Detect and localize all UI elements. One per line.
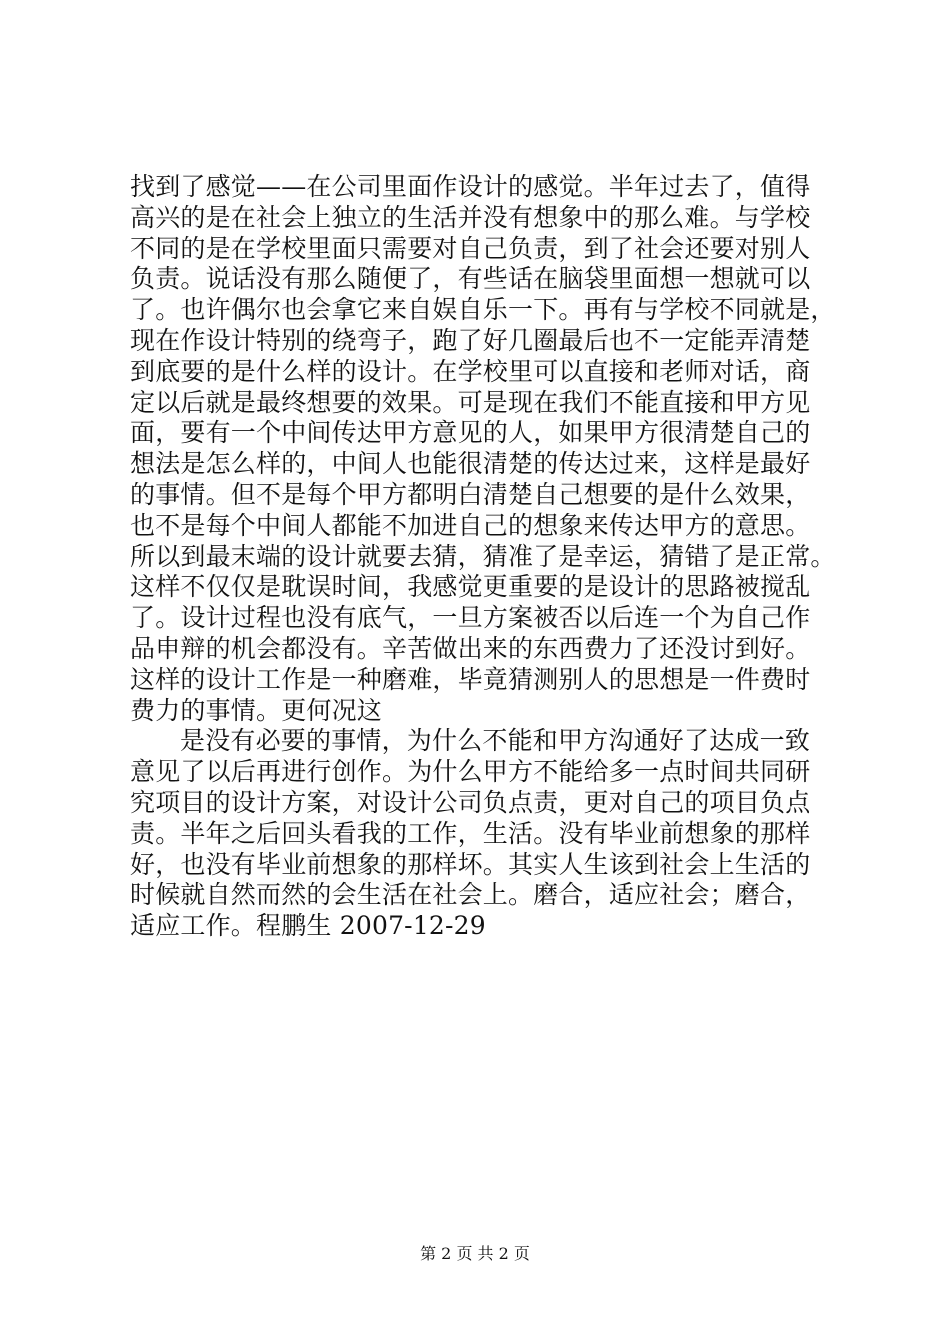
text-line: 意见了以后再进行创作。为什么甲方不能给多一点时间共同研 — [130, 757, 811, 787]
text-line: 责。半年之后回头看我的工作，生活。没有毕业前想象的那样 — [130, 818, 811, 848]
text-line: 到底要的是什么样的设计。在学校里可以直接和老师对话，商 — [130, 356, 811, 386]
text-line: 品申辩的机会都没有。辛苦做出来的东西费力了还没讨到好。 — [130, 633, 811, 663]
text-line: 费力的事情。更何况这 — [130, 695, 383, 725]
text-line: 了。也许偶尔也会拿它来自娱自乐一下。再有与学校不同就是， — [130, 295, 836, 325]
text-line: 究项目的设计方案，对设计公司负点责，更对自己的项目负点 — [130, 787, 811, 817]
body-text — [130, 172, 836, 942]
text-line: 找到了感觉——在公司里面作设计的感觉。半年过去了，值得 — [130, 172, 811, 201]
paragraph-start-line: 是没有必要的事情，为什么不能和甲方沟通好了达成一致 — [180, 726, 811, 756]
signature-line: 适应工作。程鹏生 2007-12-29 — [130, 911, 486, 941]
text-line: 负责。说话没有那么随便了，有些话在脑袋里面想一想就可以 — [130, 264, 811, 294]
text-line: 现在作设计特别的绕弯子，跑了好几圈最后也不一定能弄清楚 — [130, 325, 811, 355]
text-line: 高兴的是在社会上独立的生活并没有想象中的那么难。与学校 — [130, 202, 811, 232]
text-line: 好，也没有毕业前想象的那样坏。其实人生该到社会上生活的 — [130, 849, 811, 879]
text-line: 面，要有一个中间传达甲方意见的人，如果甲方很清楚自己的 — [130, 418, 811, 448]
text-line: 定以后就是最终想要的效果。可是现在我们不能直接和甲方见 — [130, 387, 811, 417]
text-line: 的事情。但不是每个甲方都明白清楚自己想要的是什么效果， — [130, 479, 811, 509]
text-line: 这样不仅仅是耽误时间，我感觉更重要的是设计的思路被搅乱 — [130, 572, 811, 602]
text-line: 也不是每个中间人都能不加进自己的想象来传达甲方的意思。 — [130, 510, 811, 540]
text-line: 不同的是在学校里面只需要对自己负责，到了社会还要对别人 — [130, 233, 811, 263]
text-line: 想法是怎么样的，中间人也能很清楚的传达过来，这样是最好 — [130, 449, 811, 479]
text-line: 所以到最末端的设计就要去猜，猜准了是幸运，猜错了是正常。 — [130, 541, 836, 571]
text-line: 时候就自然而然的会生活在社会上。磨合，适应社会；磨合， — [130, 880, 811, 910]
page-footer: 第 2 页 共 2 页 — [420, 1244, 530, 1263]
text-line: 这样的设计工作是一种磨难，毕竟猜测别人的思想是一件费时 — [130, 664, 811, 694]
text-line: 了。设计过程也没有底气，一旦方案被否以后连一个为自己作 — [130, 603, 811, 633]
